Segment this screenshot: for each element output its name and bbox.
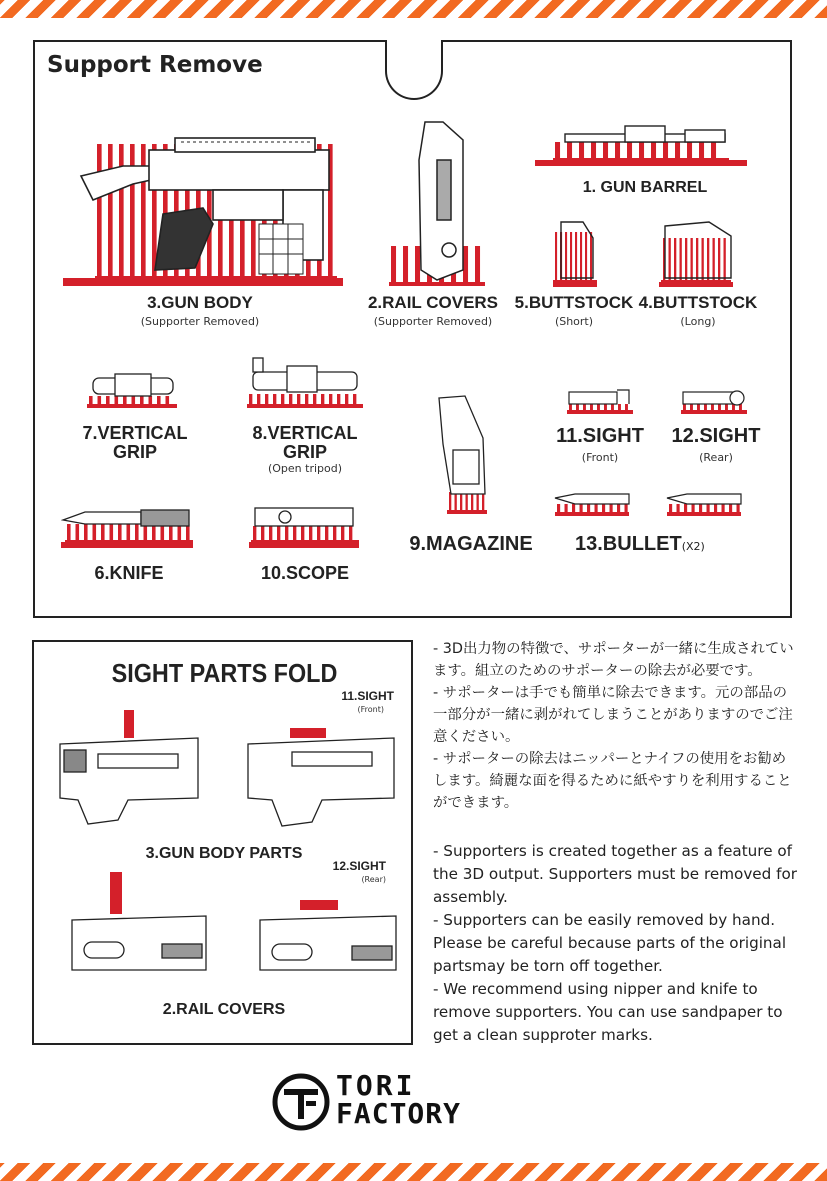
buttstock-long-supports-pillar: [669, 238, 671, 284]
knife-label: 6.KNIFE: [94, 563, 164, 583]
gun-barrel-label: 1. GUN BARREL: [582, 179, 708, 196]
buttstock-long-supports-pillar: [724, 238, 726, 284]
vertical-grip-tripod-label-line2: GRIP: [282, 441, 327, 462]
en-note-1: - Supporters is created together as a feature of the 3D output. Supporters must be removed for assembly.: [433, 842, 798, 906]
magazine-illustration: [435, 394, 495, 518]
sight-front-supports: [567, 404, 633, 414]
rail-covers-parts-label: 2.RAIL COVERS: [162, 1001, 286, 1018]
sight-parts-fold-title: SIGHT PARTS FOLD: [111, 658, 338, 688]
tori-factory-logo: [272, 1069, 534, 1133]
english-notes: [433, 840, 798, 1047]
vertical-grip-tripod-label-line1: 8.VERTICAL: [252, 423, 358, 443]
buttstock-short-illustration: [553, 218, 601, 288]
rail-folded-down-sight: [300, 900, 338, 910]
knife-illustration: [61, 500, 197, 550]
gun-body-supports-pillar: [119, 144, 124, 280]
buttstock-long-supports-pillar: [702, 238, 704, 284]
support-remove-title: Support Remove: [47, 52, 263, 78]
buttstock-short-supports-pillar: [570, 232, 572, 284]
en-note-3: - We recommend using nipper and knife to remove supporters. You can use sandpaper to get a clean supproter marks.: [433, 980, 783, 1044]
sight-front-illustration: [565, 386, 639, 418]
rail-cover-sight-up-illustration: [70, 870, 208, 978]
rail-cover-sight-down-illustration: [258, 894, 398, 980]
japanese-notes: [433, 638, 795, 814]
vertical-grip-tripod-supports-base: [247, 404, 363, 408]
logo-line2: FACTORY: [336, 1097, 462, 1130]
buttstock-short-supports-pillar: [575, 232, 577, 284]
buttstock-long-illustration: [659, 218, 737, 288]
buttstock-short-supports-pillar: [565, 232, 567, 284]
vertical-grip-supports: [87, 396, 177, 408]
scope-illustration: [249, 500, 361, 550]
vertical-grip-illustration: [87, 364, 183, 412]
en-note-2: - Supporters can be easily removed by hand. Please be careful because parts of the original partsmay be torn off together.: [433, 911, 787, 975]
sight-rear-illustration: [679, 384, 753, 418]
gun-body-parts-label: 3.GUN BODY PARTS: [145, 845, 303, 862]
bottom-orange-stripe-border: [0, 1163, 827, 1181]
rail-covers-supports-pillar: [403, 246, 408, 286]
vertical-grip-label: [65, 424, 205, 462]
folded-down-sight: [290, 728, 326, 738]
rail-covers-supports-pillar: [415, 246, 420, 286]
buttstock-long-supports-pillar: [680, 238, 682, 284]
magazine-label: 9.MAGAZINE: [409, 533, 533, 555]
bullet-label-name: 13.BULLET: [575, 533, 682, 555]
bullet-1-illustration: [553, 490, 633, 518]
buttstock-short-supports-pillar: [555, 232, 557, 284]
buttstock-long-supports-pillar: [707, 238, 709, 284]
vertical-grip-label-line2: GRIP: [112, 441, 157, 462]
tori-factory-logo-mark-icon: [272, 1073, 330, 1131]
gun-body-illustration: [63, 104, 353, 290]
buttstock-short-label: 5.BUTTSTOCK: [514, 293, 634, 312]
vertical-grip-tripod-label: [235, 424, 375, 462]
buttstock-long-supports-pillar: [674, 238, 676, 284]
rail-folded-up-sight: [110, 872, 122, 914]
buttstock-long-supports: [661, 238, 731, 284]
gun-body-supports-pillar: [97, 144, 102, 280]
gun-barrel-supports: [553, 142, 729, 162]
bullet-2-illustration: [665, 490, 745, 518]
rail-covers-supports-pillar: [463, 246, 468, 286]
buttstock-long-supports-pillar: [691, 238, 693, 284]
buttstock-long-label: 4.BUTTSTOCK: [638, 293, 758, 312]
vertical-grip-label-line1: 7.VERTICAL: [82, 423, 188, 443]
fold-sight-front-note: (Front): [357, 705, 384, 714]
folded-up-sight: [124, 710, 134, 738]
vertical-grip-tripod-supports: [247, 394, 363, 408]
knife-supports: [65, 524, 193, 544]
scope-label: 10.SCOPE: [260, 563, 350, 583]
buttstock-long-supports-pillar: [696, 238, 698, 284]
jp-note-1: - 3D出力物の特徴で、サポーターが一緒に生成されています。組立のためのサポーターの除去が必要です。: [433, 641, 794, 679]
buttstock-short-supports: [553, 232, 597, 284]
bullet-2-supports-base: [667, 512, 741, 516]
bullet-2-supports: [667, 504, 741, 516]
buttstock-short-note: (Short): [554, 315, 594, 328]
fold-sight-front-label: 11.SIGHT: [341, 689, 394, 703]
fold-sight-rear-note: (Rear): [361, 875, 386, 884]
rail-covers-note: (Supporter Removed): [373, 315, 493, 328]
rail-covers-label: 2.RAIL COVERS: [367, 293, 499, 312]
sight-rear-label: 12.SIGHT: [671, 425, 761, 447]
gun-body-supports-pillar: [141, 144, 146, 280]
sight-rear-supports-base: [681, 410, 747, 414]
sight-front-supports-base: [567, 410, 633, 414]
gun-body-sight-down-illustration: [246, 722, 396, 830]
bullet-1-supports-base: [555, 512, 629, 516]
rail-covers-supports-pillar: [391, 246, 396, 286]
magazine-supports: [447, 492, 487, 514]
buttstock-short-supports-pillar: [585, 232, 587, 284]
support-remove-panel: [33, 40, 792, 618]
gun-body-sight-up-illustration: [58, 708, 200, 830]
buttstock-long-supports-pillar: [685, 238, 687, 284]
buttstock-long-supports-pillar: [718, 238, 720, 284]
vertical-grip-tripod-illustration: [247, 354, 365, 412]
buttstock-long-note: (Long): [680, 315, 716, 328]
magazine-supports-base: [447, 510, 487, 514]
gun-body-supports-pillar: [130, 144, 135, 280]
panel-tab-notch: [385, 40, 443, 100]
rail-covers-supports-base: [389, 282, 485, 286]
sight-parts-fold-panel: [32, 640, 413, 1045]
gun-body-supports-pillar: [108, 144, 113, 280]
bullet-1-supports: [555, 504, 629, 516]
jp-note-3: - サポーターの除去はニッパーとナイフの使用をお勧めします。綺麗な面を得るために紙やすりを利用することができます。: [433, 751, 792, 811]
sight-front-label: 11.SIGHT: [556, 425, 644, 447]
top-orange-stripe-border: [0, 0, 827, 18]
scope-supports: [251, 526, 359, 544]
gun-barrel-illustration: [535, 124, 751, 168]
vertical-grip-tripod-note: (Open tripod): [267, 462, 343, 475]
fold-sight-rear-label: 12.SIGHT: [332, 859, 386, 873]
bullet-qty: (X2): [681, 540, 705, 553]
rail-covers-supports-pillar: [475, 246, 480, 286]
logo-line1: TORI: [336, 1069, 416, 1102]
bullet-label: [575, 534, 725, 555]
sight-rear-note: (Rear): [699, 451, 733, 464]
jp-note-2: - サポーターは手でも簡単に除去できます。元の部品の一部分が一緒に剥がれてしまうことがありますのでご注意ください。: [433, 685, 793, 745]
gun-body-label: 3.GUN BODY: [147, 293, 253, 312]
rail-covers-illustration: [387, 120, 499, 288]
buttstock-short-supports-pillar: [590, 232, 592, 284]
vertical-grip-supports-base: [87, 404, 177, 408]
buttstock-short-supports-pillar: [580, 232, 582, 284]
gun-body-note: (Supporter Removed): [140, 315, 260, 328]
sight-front-note: (Front): [581, 451, 619, 464]
buttstock-long-supports-pillar: [713, 238, 715, 284]
